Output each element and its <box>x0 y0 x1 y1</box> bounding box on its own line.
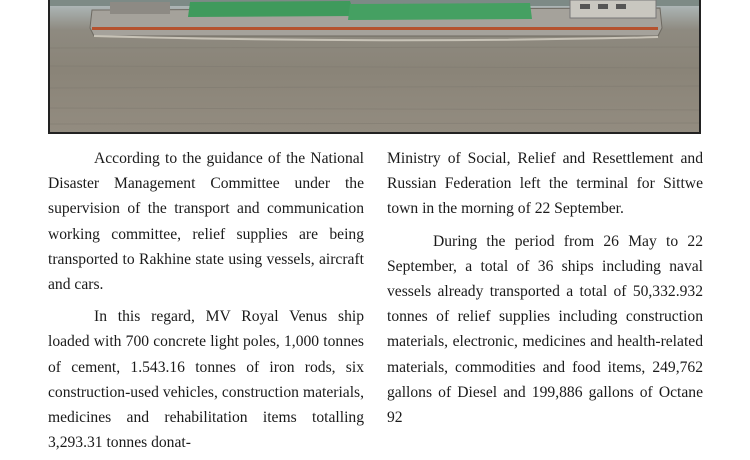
article-column-right <box>387 146 703 430</box>
article-paragraph: According to the guidance of the National Disaster Management Committee under the supervision of the transport and communication working committee, relief supplies are being transported to Rakhine state using vessels, aircraft and cars. <box>48 150 364 294</box>
news-photo <box>48 0 701 134</box>
article-paragraph: Ministry of Social, Relief and Resettlement and Russian Federation left the terminal for Sittwe town in the morning of 22 September. <box>387 150 703 218</box>
cargo-tarp <box>188 1 355 17</box>
cargo-tarp <box>348 3 532 20</box>
ship-illustration <box>50 0 701 134</box>
article-paragraph: In this regard, MV Royal Venus ship loaded with 700 concrete light poles, 1,000 tonnes of cement, 1.543.16 tonnes of iron rods, six construction-used vehicles, construction materials, medicines and rehabilitation items totalling 3,293.31 tonnes donat- <box>48 308 364 452</box>
article-column-left <box>48 146 364 455</box>
article-paragraph: During the period from 26 May to 22 September, a total of 36 ships including naval vessels already transported a total of 50,332.932 tonnes of relief supplies including construction materials, electronic, medicines and health-related materials, commodities and food items, 249,762 gallons of Diesel and 199,886 gallons of Octane 92 <box>387 232 703 427</box>
